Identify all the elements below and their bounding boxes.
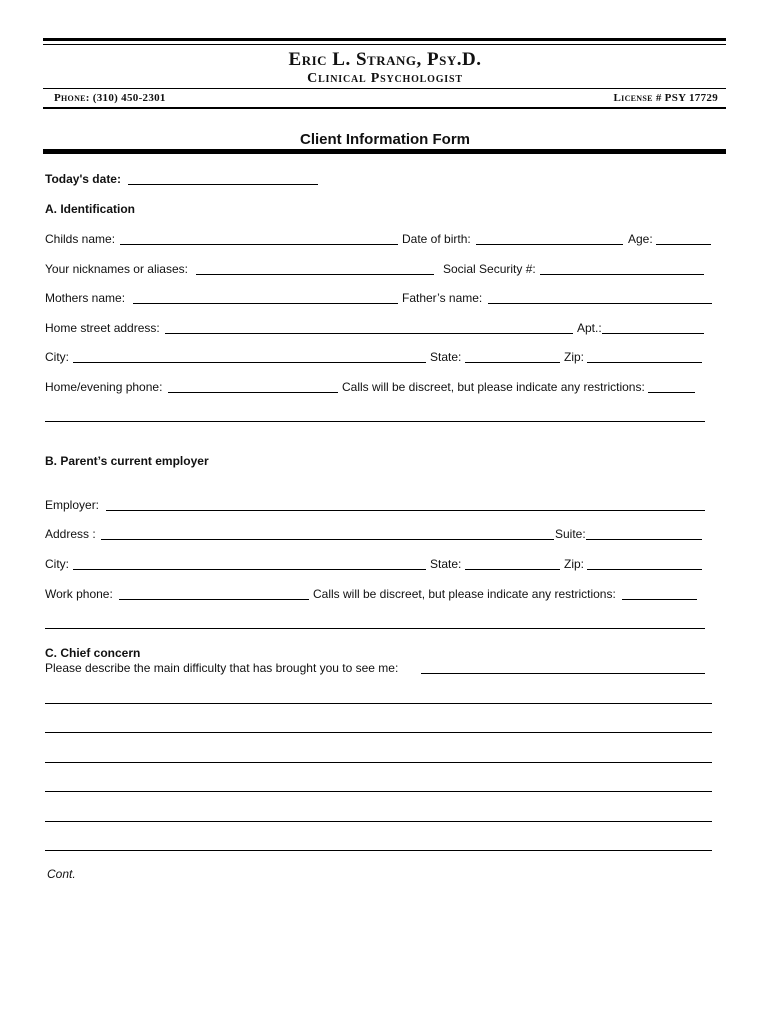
chief-concern-line[interactable] bbox=[45, 850, 712, 851]
suite-field[interactable] bbox=[586, 539, 702, 540]
employer-state-label: State: bbox=[430, 557, 462, 571]
title-underline-rule bbox=[43, 149, 726, 154]
work-phone-restrictions-line-2[interactable] bbox=[45, 628, 705, 629]
zip-field[interactable] bbox=[587, 362, 702, 363]
practitioner-name: Eric L. Strang, Psy.D. bbox=[288, 49, 482, 70]
employer-address-field[interactable] bbox=[101, 539, 554, 540]
age-label: Age: bbox=[628, 232, 653, 246]
home-address-field[interactable] bbox=[165, 333, 573, 334]
chief-concern-line[interactable] bbox=[45, 791, 712, 792]
social-security-label: Social Security #: bbox=[443, 262, 536, 276]
section-a-heading: A. Identification bbox=[45, 202, 135, 216]
mothers-name-field[interactable] bbox=[133, 303, 398, 304]
continued-label: Cont. bbox=[47, 867, 76, 881]
nicknames-label: Your nicknames or aliases: bbox=[45, 262, 188, 276]
employer-city-label: City: bbox=[45, 557, 69, 571]
work-phone-label: Work phone: bbox=[45, 587, 113, 601]
section-c-heading: C. Chief concern bbox=[45, 646, 141, 660]
employer-label: Employer: bbox=[45, 498, 100, 512]
date-of-birth-field[interactable] bbox=[476, 244, 623, 245]
calls-discreet-note: Calls will be discreet, but please indicate any restrictions: bbox=[342, 380, 645, 394]
work-calls-discreet-note: Calls will be discreet, but please indicate any restrictions: bbox=[313, 587, 616, 601]
phone-number: Phone: (310) 450-2301 bbox=[54, 92, 166, 104]
employer-field[interactable] bbox=[106, 510, 705, 511]
header-top-rule-thin bbox=[43, 44, 726, 45]
employer-zip-label: Zip: bbox=[564, 557, 585, 571]
childs-name-field[interactable] bbox=[120, 244, 398, 245]
chief-concern-prompt: Please describe the main difficulty that has brought you to see me: bbox=[45, 661, 399, 675]
header-top-rule-thick bbox=[43, 38, 726, 41]
header-bottom-rule bbox=[43, 107, 726, 109]
apt-field[interactable] bbox=[602, 333, 704, 334]
age-field[interactable] bbox=[656, 244, 711, 245]
chief-concern-field-1[interactable] bbox=[421, 673, 705, 674]
employer-state-field[interactable] bbox=[465, 569, 560, 570]
date-of-birth-label: Date of birth: bbox=[402, 232, 471, 246]
form-title: Client Information Form bbox=[300, 131, 470, 148]
zip-label: Zip: bbox=[564, 350, 585, 364]
state-label: State: bbox=[430, 350, 462, 364]
city-field[interactable] bbox=[73, 362, 426, 363]
employer-city-field[interactable] bbox=[73, 569, 426, 570]
social-security-field[interactable] bbox=[540, 274, 704, 275]
childs-name-label: Childs name: bbox=[45, 232, 116, 246]
fathers-name-label: Father’s name: bbox=[402, 291, 483, 305]
state-field[interactable] bbox=[465, 362, 560, 363]
chief-concern-line[interactable] bbox=[45, 821, 712, 822]
city-label: City: bbox=[45, 350, 69, 364]
work-phone-restrictions-field[interactable] bbox=[622, 599, 697, 600]
section-b-heading: B. Parent’s current employer bbox=[45, 454, 209, 468]
home-address-label: Home street address: bbox=[45, 321, 160, 335]
todays-date-field[interactable] bbox=[128, 184, 318, 185]
todays-date-label: Today's date: bbox=[45, 172, 121, 186]
chief-concern-line[interactable] bbox=[45, 703, 712, 704]
practitioner-title: Clinical Psychologist bbox=[307, 71, 463, 86]
work-phone-field[interactable] bbox=[119, 599, 309, 600]
home-phone-restrictions-field[interactable] bbox=[648, 392, 695, 393]
employer-zip-field[interactable] bbox=[587, 569, 702, 570]
home-phone-field[interactable] bbox=[168, 392, 338, 393]
home-phone-label: Home/evening phone: bbox=[45, 380, 163, 394]
apt-label: Apt.: bbox=[577, 321, 602, 335]
suite-label: Suite: bbox=[555, 527, 586, 541]
mothers-name-label: Mothers name: bbox=[45, 291, 126, 305]
nicknames-field[interactable] bbox=[196, 274, 434, 275]
chief-concern-line[interactable] bbox=[45, 762, 712, 763]
home-phone-restrictions-line-2[interactable] bbox=[45, 421, 705, 422]
chief-concern-line[interactable] bbox=[45, 732, 712, 733]
header-mid-rule bbox=[43, 88, 726, 89]
employer-address-label: Address : bbox=[45, 527, 96, 541]
fathers-name-field[interactable] bbox=[488, 303, 712, 304]
license-number: License # PSY 17729 bbox=[613, 92, 718, 104]
